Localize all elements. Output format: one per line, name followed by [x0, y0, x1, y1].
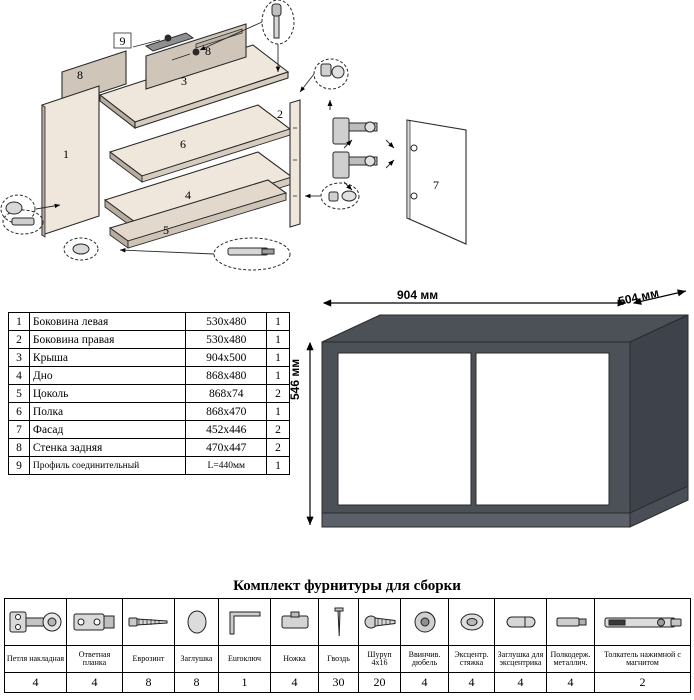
- foot-icon: [271, 599, 319, 646]
- cam-cap-icon: [495, 599, 547, 646]
- parts-list-table: [8, 312, 290, 475]
- cabinet-height-label: 546 мм: [288, 358, 302, 400]
- part-left-side-panel: [42, 86, 99, 237]
- table-row: [9, 457, 290, 475]
- exploded-assembly-diagram: [0, 0, 694, 290]
- hardware-name: Ввинчив. дюбель: [401, 646, 449, 673]
- hardware-name: Ответная планка: [67, 646, 123, 673]
- part-number: 4: [9, 367, 30, 385]
- part-name: Боковина правая: [29, 331, 186, 349]
- callout-5: 5: [163, 223, 169, 237]
- part-qty: 1: [267, 313, 290, 331]
- hardware-kit-title: Комплект фурнитуры для сборки: [233, 578, 461, 594]
- table-row: [9, 313, 290, 331]
- hinge-plate-icon: [67, 599, 123, 646]
- part-size: 470х447: [186, 439, 267, 457]
- hardware-count-row: [5, 673, 691, 693]
- part-number: 1: [9, 313, 30, 331]
- part-size: 868х74: [186, 385, 267, 403]
- callout-7: 7: [433, 178, 439, 192]
- part-name: Боковина левая: [29, 313, 186, 331]
- callout-1: 1: [63, 147, 69, 161]
- table-row: [9, 421, 290, 439]
- part-qty: 1: [267, 367, 290, 385]
- hardware-count: 4: [495, 673, 547, 693]
- callout-6: 6: [180, 137, 186, 151]
- dowel-icon: [401, 599, 449, 646]
- hardware-name: Шуруп 4х16: [359, 646, 401, 673]
- hardware-name: Заглушка: [175, 646, 219, 673]
- hardware-name: Толкатель нажимной с магнитом: [595, 646, 691, 673]
- hardware-name: Гвоздь: [319, 646, 359, 673]
- callout-8-left: 8: [77, 68, 83, 82]
- hardware-count: 8: [123, 673, 175, 693]
- part-right-side-panel: [290, 100, 300, 227]
- hardware-icon-row: [5, 599, 691, 646]
- hardware-count: 4: [5, 673, 67, 693]
- part-qty: 1: [267, 331, 290, 349]
- shelf-support-icon: [547, 599, 595, 646]
- euro-screw-icon: [123, 599, 175, 646]
- part-qty: 1: [267, 457, 290, 475]
- callout-3: 3: [181, 74, 187, 88]
- table-row: [9, 367, 290, 385]
- hardware-name: Ножка: [271, 646, 319, 673]
- part-number: 2: [9, 331, 30, 349]
- part-name: Полка: [29, 403, 186, 421]
- part-name: Крыша: [29, 349, 186, 367]
- part-qty: 1: [267, 403, 290, 421]
- part-size: 868х480: [186, 367, 267, 385]
- hardware-name: Заглушка для эксцентрика: [495, 646, 547, 673]
- hardware-count: 4: [67, 673, 123, 693]
- part-number: 6: [9, 403, 30, 421]
- part-name: Фасад: [29, 421, 186, 439]
- hardware-kit-table: [4, 598, 691, 693]
- part-name: Профиль соединительный: [29, 457, 186, 475]
- cap-icon: [175, 599, 219, 646]
- table-row: [9, 439, 290, 457]
- hardware-count: 4: [271, 673, 319, 693]
- cabinet-depth-label: 504 мм: [616, 285, 661, 309]
- callout-9: 9: [119, 34, 126, 48]
- part-size: 904х500: [186, 349, 267, 367]
- cabinet-body: [322, 315, 688, 527]
- part-qty: 2: [267, 385, 290, 403]
- callout-8-right: 8: [205, 44, 211, 58]
- hardware-count: 1: [219, 673, 271, 693]
- part-qty: 2: [267, 439, 290, 457]
- hardware-name-row: [5, 646, 691, 673]
- hardware-name: Euroключ: [219, 646, 271, 673]
- hardware-count: 4: [401, 673, 449, 693]
- hardware-count: 4: [449, 673, 495, 693]
- part-qty: 2: [267, 421, 290, 439]
- part-number: 3: [9, 349, 30, 367]
- hardware-count: 8: [175, 673, 219, 693]
- part-name: Дно: [29, 367, 186, 385]
- part-name: Цоколь: [29, 385, 186, 403]
- hardware-name: Петля накладная: [5, 646, 67, 673]
- part-number: 9: [9, 457, 30, 475]
- hardware-count: 30: [319, 673, 359, 693]
- part-qty: 1: [267, 349, 290, 367]
- cam-lock-icon: [449, 599, 495, 646]
- hardware-count: 2: [595, 673, 691, 693]
- cabinet-width-label: 904 мм: [397, 288, 439, 302]
- hardware-name: Еврозинт: [123, 646, 175, 673]
- part-size: 868х470: [186, 403, 267, 421]
- hardware-count: 20: [359, 673, 401, 693]
- table-row: [9, 331, 290, 349]
- hardware-name: Полкодерж. металлич.: [547, 646, 595, 673]
- table-row: [9, 403, 290, 421]
- screw-4x16-icon: [359, 599, 401, 646]
- part-number: 7: [9, 421, 30, 439]
- euro-key-icon: [219, 599, 271, 646]
- magnet-catch-icon: [595, 599, 691, 646]
- nail-icon: [319, 599, 359, 646]
- hinge-overlay-icon: [5, 599, 67, 646]
- hinge-detail-group: [330, 100, 394, 190]
- table-row: [9, 349, 290, 367]
- callout-2: 2: [277, 107, 283, 121]
- hardware-name: Эксцентр. стяжка: [449, 646, 495, 673]
- part-size: 530х480: [186, 313, 267, 331]
- assembled-cabinet-view: [300, 285, 690, 550]
- hardware-count: 4: [547, 673, 595, 693]
- part-size: 452х446: [186, 421, 267, 439]
- table-row: [9, 385, 290, 403]
- part-name: Стенка задняя: [29, 439, 186, 457]
- part-number: 8: [9, 439, 30, 457]
- callout-4: 4: [185, 188, 191, 202]
- part-size: 530х480: [186, 331, 267, 349]
- part-number: 5: [9, 385, 30, 403]
- part-size: L=440мм: [186, 457, 267, 475]
